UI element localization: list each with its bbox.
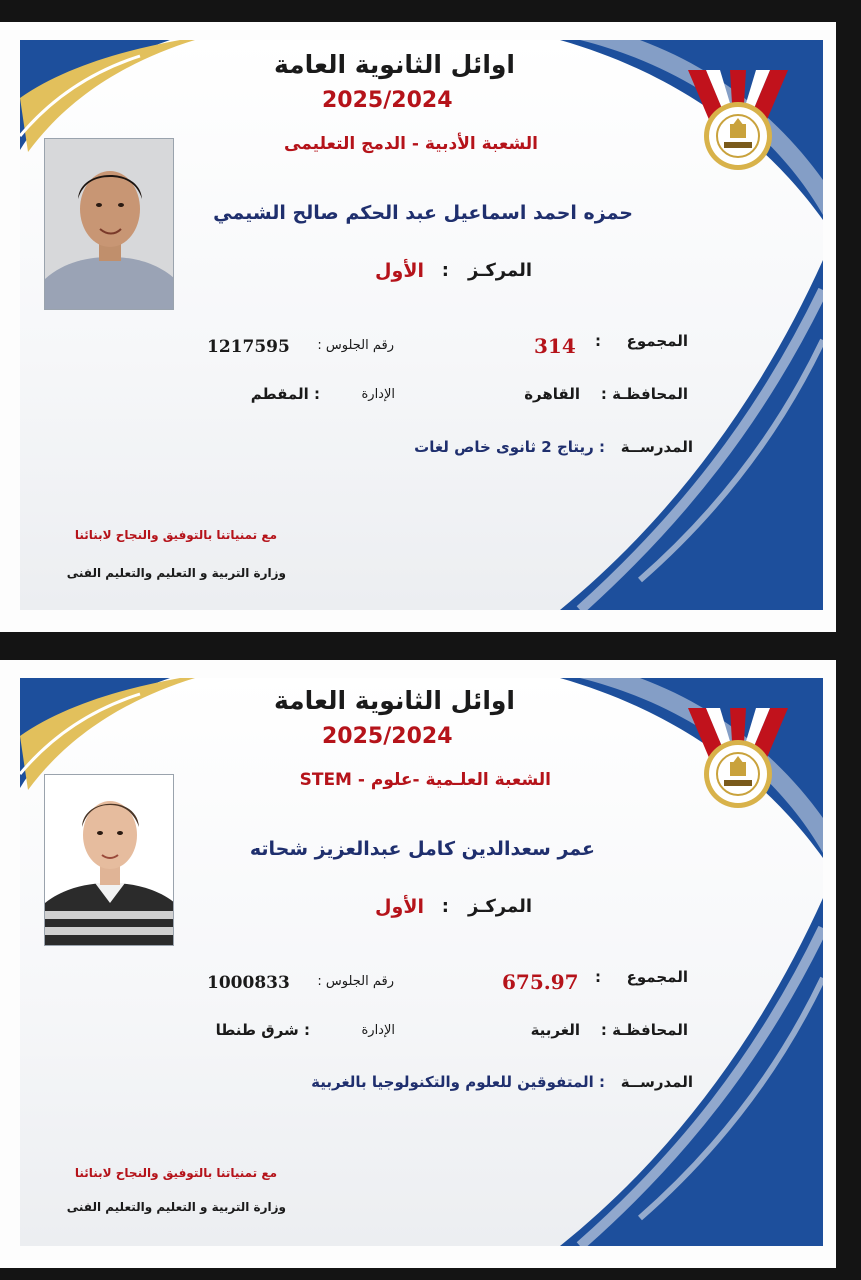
student-name: حمزه احمد اسماعيل عبد الحكم صالح الشيمي: [213, 202, 633, 224]
ministry-emblem-icon: [688, 70, 788, 170]
academic-year: 2025/2024: [322, 88, 453, 113]
administration-value: : شرق طنطا: [215, 1021, 310, 1039]
rank-value: الأول: [375, 896, 424, 918]
branch-label: الشعبة الأدبية - الدمج التعليمى: [284, 134, 538, 154]
rank-value: الأول: [375, 260, 424, 282]
seat-number-value: 1000833: [207, 973, 290, 993]
total-colon: :: [595, 332, 601, 350]
rank-colon: :: [441, 260, 449, 281]
rank-label: المركـز: [467, 896, 532, 917]
wishes-text: مع تمنياتنا بالتوفيق والنجاح لابنائنا: [74, 528, 277, 542]
governorate-label: المحافظـة :: [600, 385, 688, 403]
rank-colon: :: [441, 896, 449, 917]
seat-number-value: 1217595: [207, 337, 290, 357]
total-label: المجموع: [626, 332, 688, 350]
total-value: 314: [534, 334, 576, 358]
academic-year: 2025/2024: [322, 724, 453, 749]
student-photo: [44, 138, 174, 310]
certificate-sheet-2: [0, 660, 836, 1268]
card-title: اوائل الثانوية العامة: [273, 50, 515, 79]
ministry-footer: وزارة التربية و التعليم والتعليم الفنى: [66, 1200, 286, 1214]
student-name: عمر سعدالدين كامل عبدالعزيز شحاته: [249, 838, 595, 860]
seat-number-label: رقم الجلوس :: [317, 974, 394, 989]
governorate-label: المحافظـة :: [600, 1021, 688, 1039]
school-label: المدرســة: [620, 438, 693, 456]
card-title: اوائل الثانوية العامة: [273, 686, 515, 715]
branch-label: الشعبة العلـمية -علوم - STEM: [299, 770, 551, 790]
administration-label: الإدارة: [361, 387, 395, 402]
student-photo: [44, 774, 174, 946]
school-value: : المتفوقين للعلوم والتكنولوجيا بالغربية: [311, 1073, 605, 1091]
administration-label: الإدارة: [361, 1023, 395, 1038]
ministry-emblem-icon: [688, 708, 788, 808]
certificate-sheet-1: [0, 22, 836, 632]
wishes-text: مع تمنياتنا بالتوفيق والنجاح لابنائنا: [74, 1166, 277, 1180]
certificate-card: [20, 40, 823, 610]
total-colon: :: [595, 968, 601, 986]
ministry-footer: وزارة التربية و التعليم والتعليم الفنى: [66, 566, 286, 580]
total-value: 675.97: [502, 970, 579, 994]
total-label: المجموع: [626, 968, 688, 986]
administration-value: : المقطم: [250, 385, 320, 403]
certificate-card: [20, 678, 823, 1246]
governorate-value: القاهرة: [524, 385, 580, 403]
governorate-value: الغربية: [530, 1021, 580, 1039]
school-label: المدرســة: [620, 1073, 693, 1091]
rank-label: المركـز: [467, 260, 532, 281]
seat-number-label: رقم الجلوس :: [317, 338, 394, 353]
school-value: : ريتاج 2 ثانوى خاص لغات: [414, 438, 605, 456]
